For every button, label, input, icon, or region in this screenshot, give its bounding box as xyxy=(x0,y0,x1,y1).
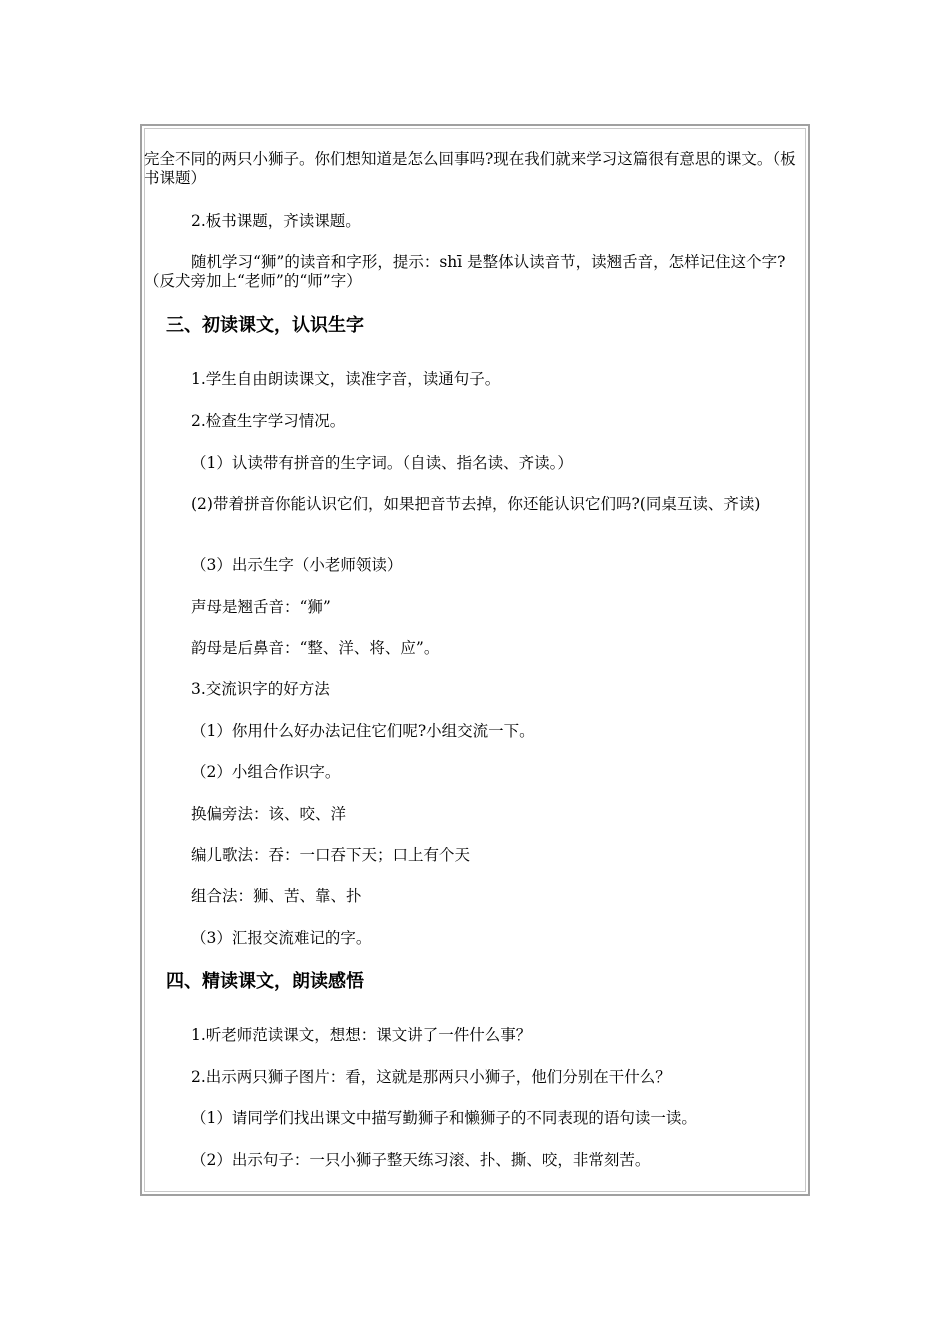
method-change-radical: 换偏旁法：该、咬、洋 xyxy=(191,805,347,823)
step-show-characters: （3）出示生字（小老师领读） xyxy=(191,556,403,574)
step-report-difficult: （3）汇报交流难记的字。 xyxy=(191,929,372,947)
step-listen-teacher: 1.听老师范读课文，想想：课文讲了一件什么事？ xyxy=(191,1026,532,1044)
step-show-sentence: （2）出示句子：一只小狮子整天练习滚、扑、撕、咬，非常刻苦。 xyxy=(191,1151,651,1169)
step-remove-pinyin: (2)带着拼音你能认识它们，如果把音节去掉，你还能认识它们吗?(同桌互读、齐读) xyxy=(191,495,761,513)
step-check-characters: 2.检查生字学习情况。 xyxy=(191,412,346,430)
section-heading-4: 四、精读课文，朗读感悟 xyxy=(166,971,364,992)
note-back-nasal-final: 韵母是后鼻音：“整、洋、将、应”。 xyxy=(191,639,440,657)
step-read-freely: 1.学生自由朗读课文，读准字音，读通句子。 xyxy=(191,370,501,388)
step-group-cooperate: （2）小组合作识字。 xyxy=(191,763,341,781)
paragraph-board-title: 2.板书课题，齐读课题。 xyxy=(191,212,361,230)
step-find-sentences: （1）请同学们找出课文中描写勤狮子和懒狮子的不同表现的语句读一读。 xyxy=(191,1109,697,1127)
step-read-pinyin-words: （1）认读带有拼音的生字词。（自读、指名读、齐读。） xyxy=(191,454,573,472)
method-rhyme: 编儿歌法：吞：一口吞下天；口上有个天 xyxy=(191,846,471,864)
paragraph-shi-character: 随机学习“狮”的读音和字形，提示：shī 是整体认读音节，读翘舌音，怎样记住这个字?（反犬旁加上“老师”的“师”字） xyxy=(144,253,786,290)
paragraph-intro: 完全不同的两只小狮子。你们想知道是怎么回事吗?现在我们就来学习这篇很有意思的课文。（板书课题） xyxy=(144,150,796,187)
step-share-methods: 3.交流识字的好方法 xyxy=(191,680,330,698)
method-combination: 组合法：狮、苦、靠、扑 xyxy=(191,887,362,905)
step-group-discuss: （1）你用什么好办法记住它们呢?小组交流一下。 xyxy=(191,722,535,740)
section-heading-3: 三、初读课文，认识生字 xyxy=(166,315,364,336)
note-retroflex-initial: 声母是翘舌音：“狮” xyxy=(191,598,331,616)
step-show-lion-pictures: 2.出示两只狮子图片：看，这就是那两只小狮子，他们分别在干什么？ xyxy=(191,1068,671,1086)
